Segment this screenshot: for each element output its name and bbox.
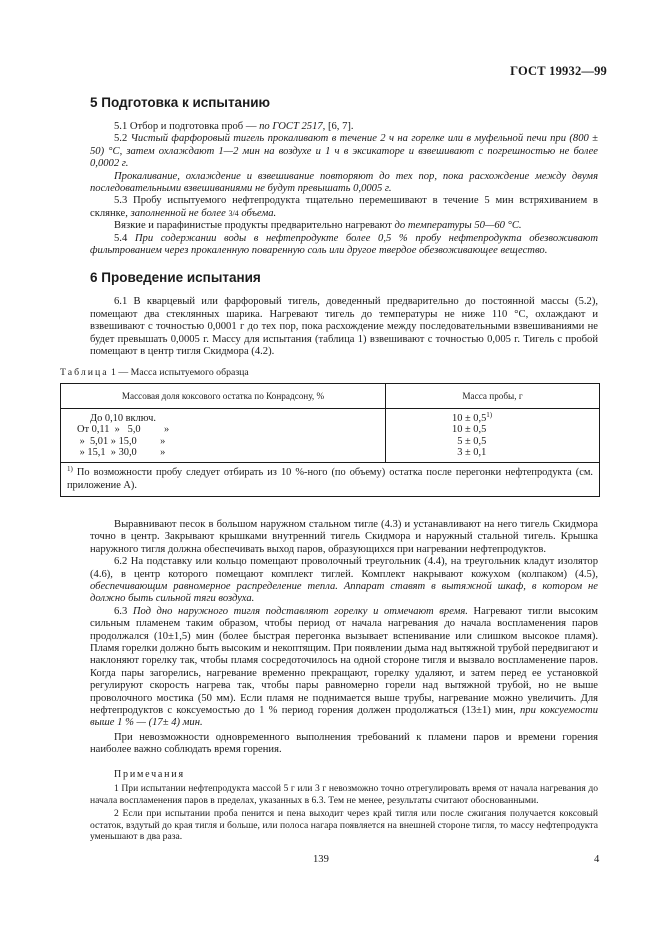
sheet-number: 4 xyxy=(594,854,600,865)
paragraph-6-4: При невозможности одновременного выполнения требований к пламени паров и времени горения наиболее важно соблюдать время горения. xyxy=(90,731,598,756)
table-header-row xyxy=(61,383,600,408)
document-body xyxy=(60,92,599,843)
note-2: 2 Если при испытании проба пенится и пена выходит через край тигля или после сжигания получается коксовый остаток, вздутый до края тигля и больше, или полоса нагара появляется на внешней стороне тигля, то массу нефтепродукта уменьшают в два раза. xyxy=(90,808,598,843)
sample-mass-values xyxy=(386,408,600,462)
table-body-row xyxy=(61,408,600,462)
table-footnote: $^{1)}$ По возможности пробу следует отбирать из 10 %-ного (по объему) остатка после перегонки нефтепродукта (см. приложение А). xyxy=(61,462,600,496)
paragraph-5-2: 5.2 Чистый фарфоровый тигель прокаливают в течение 2 ч на горелке или в муфельной печи при (800 ± 50) °С, затем охлаждают 1—2 мин на воздухе и 1 ч в эксикаторе и взвешивают с погрешностью не более 0,0002 г. xyxy=(90,133,598,170)
paragraph-sand-leveling: Выравнивают песок в большом наружном стальном тигле (4.3) и устанавливают на него тигель Скидмора точно в центр. Закрывают крышками внутренний тигель Скидмора и наружный стальной тигель. Крышка наружного тигля должна обеспечивать выход паров, образующихся при нагревании нефтепродуктов. xyxy=(90,518,598,555)
column-header-sample-mass: Масса пробы, г xyxy=(386,383,600,408)
paragraph-5-3-viscous: Вязкие и парафинистые продукты предварительно нагревают до температуры 50—60 °С. xyxy=(114,220,522,232)
table-row: » 5,01 » 15,0 » xyxy=(77,435,166,447)
table-1 xyxy=(60,383,600,497)
paragraph-5-1: 5.1 Отбор и подготовка проб — по ГОСТ 2517, [6, 7]. xyxy=(114,121,354,132)
section-6-title: 6 Проведение испытания xyxy=(90,270,261,286)
fraction-three-quarters: 3/4 xyxy=(228,208,239,218)
table-row: До 0,10 включ. xyxy=(77,412,156,424)
paragraph-6-2: 6.2 На подставку или кольцо помещают проволочный треугольник (4.4), на треугольник кладут изолятор (4.6), в центр которого помещают комплект тиглей. Комплект накрывают кожухом (колпаком) (4.5), обеспечивающим равномерное распределение тепла. Аппарат ставят в вытяжной шкаф, в котором не должно быть сильной тяги воздуха. xyxy=(90,556,598,605)
footnote-ref: 1) xyxy=(486,410,493,419)
table-1-caption: Таблица 1 — Масса испытуемого образца xyxy=(60,366,249,378)
table-cell-mass: 5 ± 0,5 xyxy=(452,435,487,447)
table-row: » 15,1 » 30,0 » xyxy=(77,447,166,459)
coke-residue-ranges xyxy=(61,408,386,462)
paragraph-6-3: 6.3 Под дно наружного тигля подставляют горелку и отмечают время. Нагревают тигли высоким сильным пламенем таким образом, чтобы период от начала нагревания до начала воспламенения паров продолжался (10±1,5) мин (более быстрая перегонка вызывает вспенивание или слишком высокое пламя). Пламя горелки должно быть высоким и некоптящим. При появлении дыма над вытяжной трубой передвигают и наклоняют горелку так, чтобы пламя сосредоточилось на одной стороне тигля и вызвало воспламенение паров. Когда пары загорелись, нагревание временно прекращают, горелку удаляют, и затем перед ее установкой регулируют скорость нагрева так, чтобы пары равномерно горели над вытяжной трубой, но не выше проволочного мостика (50 мм). Если пламя не поднимается выше трубы, нагревание можно увеличить. Для нефтепродуктов с коксуемостью до 1 % период горения должен продолжаться (13±1) мин, при коксуемости выше 1 % — (17± 4) мин. xyxy=(90,605,598,729)
table-cell-mass: 10 ± 0,5 xyxy=(452,424,487,436)
table-cell-mass: $10 \pm 0,5^{1)}$ xyxy=(452,410,493,424)
notes-title: Примечания xyxy=(114,768,185,780)
table-cell-mass: 3 ± 0,1 xyxy=(452,447,487,459)
document-code: ГОСТ 19932—99 xyxy=(510,64,607,78)
table-row: От 0,11 » 5,0 » xyxy=(77,424,170,436)
table-footnote-row xyxy=(61,462,600,496)
paragraph-5-3: 5.3 Пробу испытуемого нефтепродукта тщательно перемешивают в течение 5 мин встряхиванием в склянке, заполненной не более 3/4 объема. xyxy=(90,195,598,219)
page-number: 139 xyxy=(313,854,329,865)
section-5-title: 5 Подготовка к испытанию xyxy=(90,95,271,110)
paragraph-5-4: 5.4 При содержании воды в нефтепродукте более 0,5 % пробу нефтепродукта обезвоживают фильтрованием через прокаленную поваренную соль или другое твердое обезвоживающее вещество. xyxy=(90,232,599,257)
paragraph-6-1: 6.1 В кварцевый или фарфоровый тигель, доведенный предварительно до постоянной массы (5.2), помещают два стеклянных шарика. Нагревают тигель до температуры не ниже 110 °С, охлаждают и взвешивают с точностью 0,0001 г до тех пор, пока расхождение между последовательными взвешиваниями не будет превышать 0,0005 г. Массу для испытания (таблица 1) взвешивают с точностью 0,005 г. Тигель с пробой помещают в центр тигля Скидмора (4.2). xyxy=(90,296,598,358)
column-header-coke-residue: Массовая доля коксового остатка по Конрадсону, % xyxy=(61,383,386,408)
note-1: 1 При испытании нефтепродукта массой 5 г или 3 г невозможно точно отрегулировать время от начала нагревания до начала воспламенения паров в пределах, указанных в 6.3. Тем не менее, результаты считают обоснованными. xyxy=(90,783,598,806)
paragraph-5-2-repeat: Прокаливание, охлаждение и взвешивание повторяют до тех пор, пока расхождение между двумя последовательными взвешиваниями не будут превышать 0,0005 г. xyxy=(90,170,598,195)
